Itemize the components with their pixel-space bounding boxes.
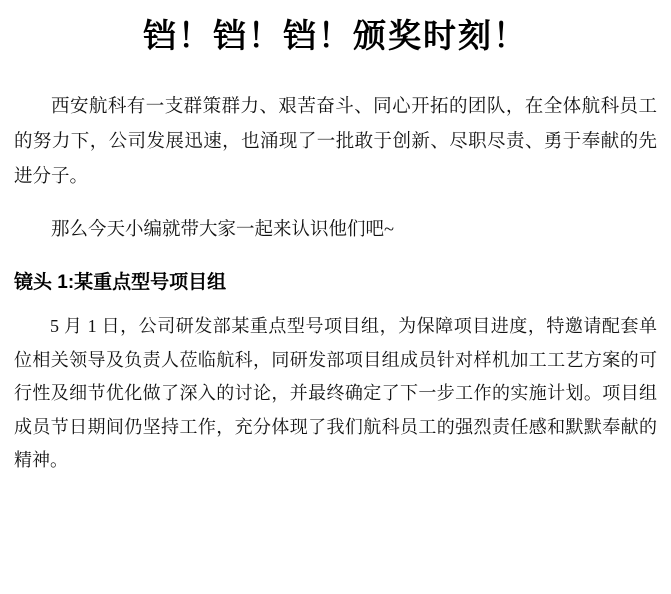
section-body: 5 月 1 日，公司研发部某重点型号项目组，为保障项目进度，特邀请配套单位相关领导及负责人莅临航科，同研发部项目组成员针对样机加工工艺方案的可行性及细节优化做了深入的讨论，并最终确定了下一步工作的实施计划。项目组成员节日期间仍坚持工作，充分体现了我们航科员工的强烈责任感和默默奉献的精神。 bbox=[14, 316, 657, 470]
paragraph-intro: 西安航科有一支群策群力、艰苦奋斗、同心开拓的团队，在全体航科员工的努力下，公司发展迅速，也涌现了一批敢于创新、尽职尽责、勇于奉献的先进分子。 bbox=[14, 97, 657, 187]
spacer-after-heading bbox=[14, 298, 657, 310]
paragraph-lead: 那么今天小编就带大家一起来认识他们吧~ bbox=[51, 220, 395, 240]
spacer-after-title bbox=[14, 60, 657, 90]
page-title: 铛！铛！铛！颁奖时刻！ bbox=[143, 19, 528, 55]
section-heading: 镜头 1:某重点型号项目组 bbox=[14, 272, 227, 293]
spacer-after-intro bbox=[14, 195, 657, 213]
spacer-before-heading bbox=[14, 248, 657, 268]
document-page bbox=[0, 14, 671, 594]
